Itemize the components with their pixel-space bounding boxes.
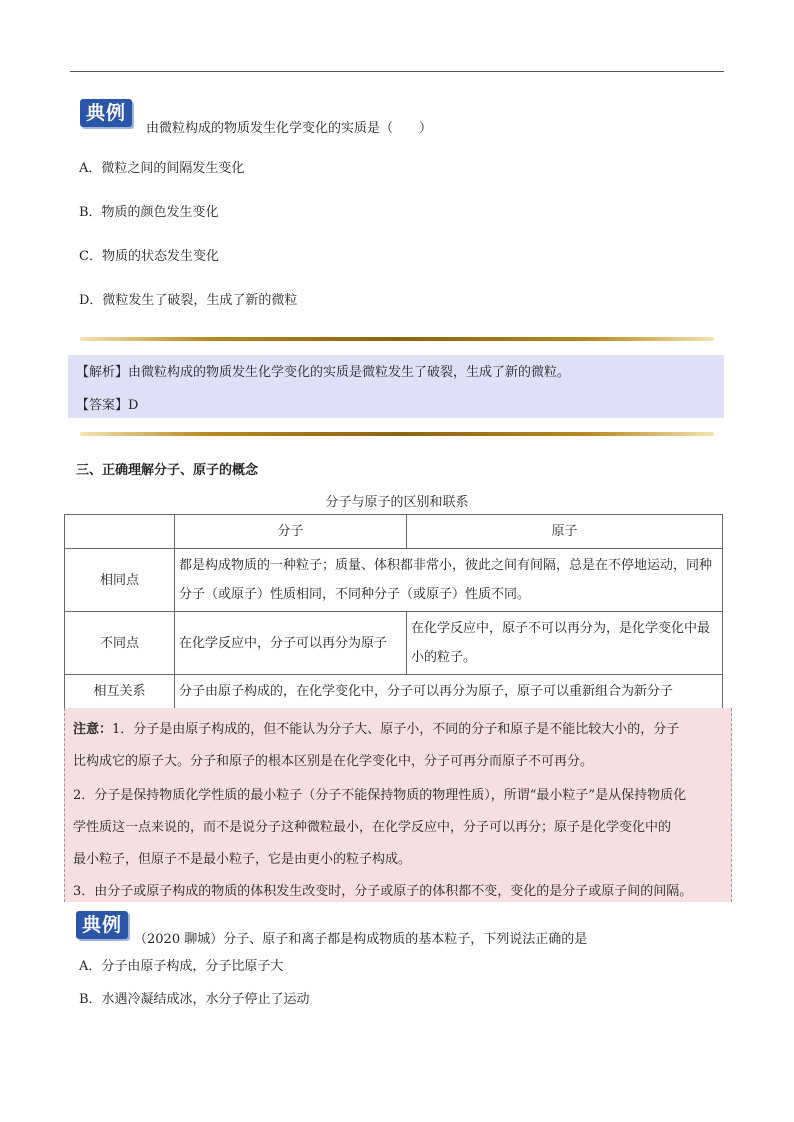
example1-question: 由微粒构成的物质发生化学变化的实质是（ ） [146, 121, 433, 136]
table-row [65, 675, 723, 709]
note-line: 2．分子是保持物质化学性质的最小粒子（分子不能保持物质的物理性质），所谓“最小粒子”是从保持物质化 [73, 788, 687, 803]
gold-divider [80, 337, 714, 341]
gold-divider [80, 432, 714, 436]
row-label: 相同点 [65, 549, 175, 612]
note-box [64, 708, 732, 902]
table-header-cell: 原子 [407, 515, 723, 549]
answer-text: 【答案】D [76, 398, 139, 413]
example1-option-a: A．微粒之间的间隔发生变化 [79, 161, 245, 176]
note-label: 注意： [73, 722, 113, 737]
example1-option-c: C．物质的状态发生变化 [79, 249, 219, 264]
table-header-cell [65, 515, 175, 549]
note-text: 1．分子是由原子构成的，但不能认为分子大、原子小，不同的分子和原子是不能比较大小的，分子 [112, 722, 680, 737]
section-title: 三、正确理解分子、原子的概念 [76, 463, 259, 478]
table-caption: 分子与原子的区别和联系 [325, 495, 469, 510]
example2-question: （2020 聊城）分子、原子和离子都是构成物质的基本粒子，下列说法正确的是 [134, 932, 588, 947]
table-cell: 在化学反应中，分子可以再分为原子 [175, 612, 407, 675]
table-cell: 分子由原子构成的，在化学变化中，分子可以再分为原子，原子可以重新组合为新分子 [175, 675, 723, 709]
table-row [65, 549, 723, 612]
row-label: 不同点 [65, 612, 175, 675]
note-line: 比构成它的原子大。分子和原子的根本区别是在化学变化中，分子可再分而原子不可再分。 [73, 754, 594, 769]
analysis-box [68, 355, 724, 418]
note-line: 最小粒子，但原子不是最小粒子，它是由更小的粒子构成。 [73, 852, 412, 867]
table-cell: 都是构成物质的一种粒子；质量、体积都非常小，彼此之间有间隔，总是在不停地运动，同种分子（或原子）性质相同，不同种分子（或原子）性质不同。 [175, 549, 723, 612]
example1-option-d: D．微粒发生了破裂，生成了新的微粒 [79, 293, 298, 308]
note-line: 学性质这一点来说的，而不是说分子这种微粒最小，在化学反应中，分子可以再分；原子是化学变化中的 [73, 820, 672, 835]
example-badge: 典例 [76, 911, 128, 939]
comparison-table [64, 514, 723, 709]
row-label: 相互关系 [65, 675, 175, 709]
table-row [65, 612, 723, 675]
table-header-row [65, 515, 723, 549]
example2-option-a: A．分子由原子构成，分子比原子大 [79, 959, 284, 974]
example2-option-b: B．水遇冷凝结成冰，水分子停止了运动 [79, 992, 310, 1007]
example1-option-b: B．物质的颜色发生变化 [79, 205, 219, 220]
note-line: 3．由分子或原子构成的物质的体积发生改变时，分子或原子的体积都不变，变化的是分子或原子间的间隔。 [73, 884, 693, 899]
analysis-text: 【解析】由微粒构成的物质发生化学变化的实质是微粒发生了破裂，生成了新的微粒。 [76, 365, 571, 380]
table-cell: 在化学反应中，原子不可以再分为，是化学变化中最小的粒子。 [407, 612, 723, 675]
header-rule [70, 71, 724, 72]
table-header-cell: 分子 [175, 515, 407, 549]
example-badge: 典例 [80, 99, 132, 127]
note-line [73, 718, 679, 737]
